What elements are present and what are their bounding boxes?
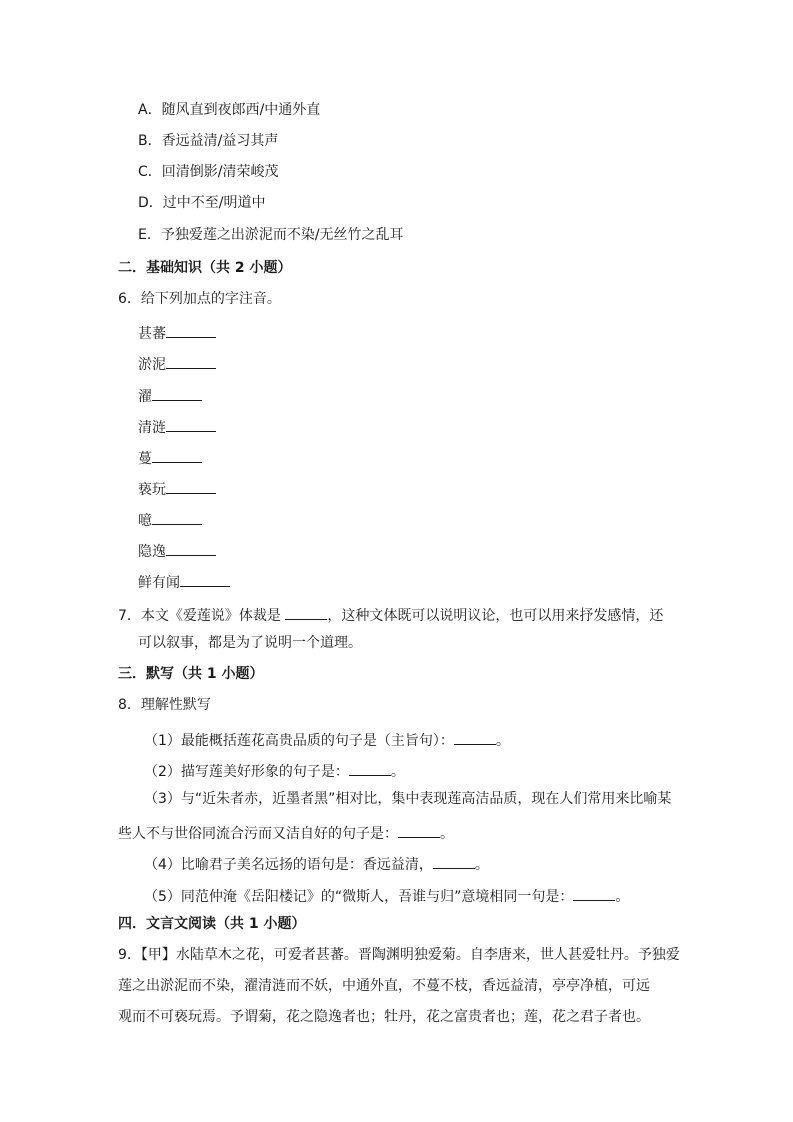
question-6-prompt: 6．给下列加点的字注音。 [118,291,281,307]
option-e: E．予独爱莲之出淤泥而不染/无丝竹之乱耳 [138,227,404,243]
sub-text: （2）描写莲美好形象的句子是： [144,764,349,780]
answer-blank[interactable] [398,823,440,838]
question-8-sub-3-continued [118,823,454,841]
question-8-prompt: 8．理解性默写 [118,697,211,713]
question-6-item [138,510,202,528]
answer-blank[interactable] [152,510,202,525]
answer-blank[interactable] [454,730,496,745]
option-a: A．随风直到夜郎西/中通外直 [138,102,321,118]
question-8-sub-1 [144,730,510,748]
answer-blank[interactable] [433,854,475,869]
item-text: 亵玩 [138,482,166,498]
item-text: 噫 [138,513,152,529]
sub-end: 。 [495,733,510,749]
question-7 [118,605,663,623]
answer-blank[interactable] [166,354,216,369]
question-6-item [138,354,216,372]
question-6-item [138,417,216,435]
question-6-item [138,386,202,404]
answer-blank[interactable] [180,572,230,587]
answer-blank[interactable] [166,479,216,494]
question-9-passage-line-1: 9．【甲】水陆草木之花，可爱者甚蕃。晋陶渊明独爱菊。自李唐来，世人甚爱牡丹。予独爱 [118,947,680,963]
item-text: 隐逸 [138,544,166,560]
question-8-sub-2 [144,761,405,779]
sub-end: 。 [615,889,630,905]
answer-blank[interactable] [573,886,615,901]
section-basic-knowledge-heading: 二．基础知识（共 2 小题） [118,260,292,276]
section-dictation-heading: 三．默写（共 1 小题） [118,666,264,682]
question-6-item [138,323,216,341]
question-6-item [138,541,216,559]
sub-end: 。 [440,826,454,842]
answer-blank[interactable] [166,541,216,556]
question-6-item [138,572,230,590]
sub-text: （5）同范仲淹《岳阳楼记》的“微斯人，吾谁与归”意境相同一句是： [144,889,574,905]
question-8-sub-3: （3）与“近朱者赤，近墨者黑”相对比，集中表现莲高洁品质，现在人们常用来比喻某 [144,791,672,807]
answer-blank[interactable] [166,417,216,432]
item-text: 淤泥 [138,357,166,373]
answer-blank[interactable] [152,448,202,463]
answer-blank[interactable] [349,761,391,776]
item-text: 蔓 [138,451,152,467]
question-8-sub-5 [144,886,629,904]
item-text: 濯 [138,389,152,405]
section-classical-reading-heading: 四．文言文阅读（共 1 小题） [118,916,306,932]
question-9-passage-line-3: 观而不可亵玩焉。予谓菊，花之隐逸者也；牡丹，花之富贵者也；莲，花之君子者也。 [118,1009,650,1025]
option-b: B．香远益清/益习其声 [138,133,279,149]
question-8-sub-4 [144,854,489,872]
answer-blank[interactable] [166,323,216,338]
answer-blank[interactable] [152,386,202,401]
sub-text: 些人不与世俗同流合污而又洁自好的句子是： [118,826,398,842]
sub-text: （4）比喻君子美名远扬的语句是：香远益清， [144,857,433,873]
question-6-item [138,479,216,497]
answer-blank[interactable] [285,605,327,620]
option-c: C．回清倒影/清荣峻茂 [138,164,279,180]
sub-end: 。 [390,764,405,780]
item-text: 甚蕃 [138,326,166,342]
sub-end: 。 [474,857,489,873]
item-text: 清涟 [138,420,166,436]
sub-text: （1）最能概括莲花高贵品质的句子是（主旨句）： [144,733,454,749]
question-9-passage-line-2: 莲之出淤泥而不染，濯清涟而不妖，中通外直，不蔓不枝，香远益清，亭亭净植，可远 [118,978,650,994]
option-d: D．过中不至/明道中 [138,195,266,211]
item-text: 鲜有闻 [138,575,180,591]
question-7-text-a: 7．本文《爱莲说》体裁是 [118,608,281,624]
question-7-continued: 可以叙事，都是为了说明一个道理。 [138,635,362,651]
question-6-item [138,448,202,466]
question-7-text-b: ，这种文体既可以说明议论，也可以用来抒发感情，还 [327,608,664,624]
